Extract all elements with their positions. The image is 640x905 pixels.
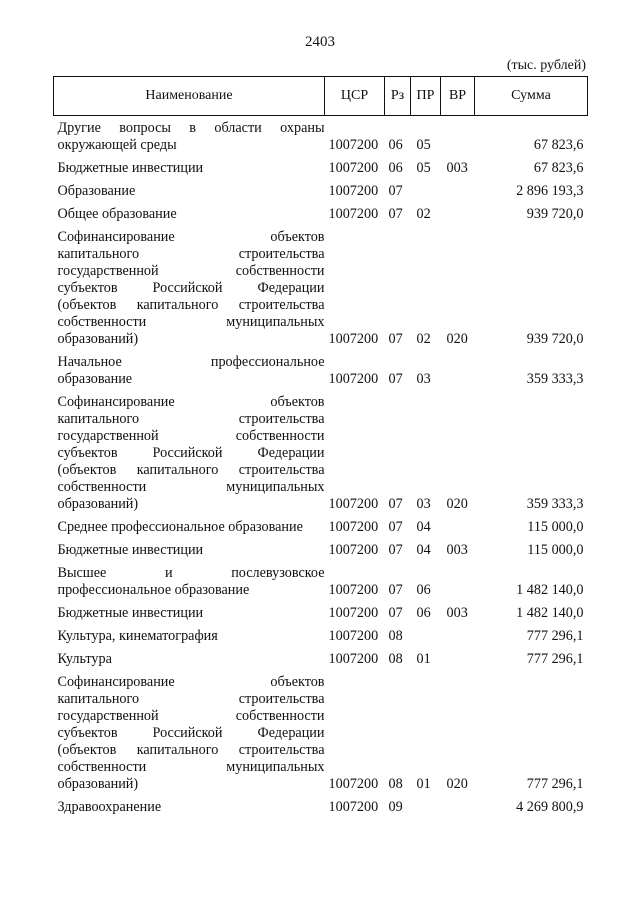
row-vr bbox=[441, 793, 475, 816]
row-csr: 1007200 bbox=[328, 519, 379, 535]
row-name-line: Софинансирование объектов bbox=[57, 229, 325, 245]
row-pr: 02 bbox=[416, 331, 431, 347]
row-sum: 939 720,0 bbox=[526, 206, 584, 222]
row-name-line: Здравоохранение bbox=[57, 799, 162, 815]
header-sum: Сумма bbox=[475, 77, 588, 116]
row-name-line: Начальное профессиональное bbox=[57, 354, 325, 370]
row-vr: 003 bbox=[446, 605, 468, 621]
table-row bbox=[54, 668, 588, 793]
row-csr: 1007200 bbox=[328, 651, 379, 667]
row-pr: 06 bbox=[416, 605, 431, 621]
row-name-line: Бюджетные инвестиции bbox=[57, 160, 204, 176]
row-name-line: субъектов Российской Федерации bbox=[57, 280, 325, 296]
row-sum: 777 296,1 bbox=[526, 776, 584, 792]
row-pr: 02 bbox=[416, 206, 431, 222]
row-csr: 1007200 bbox=[328, 496, 379, 512]
table-row bbox=[54, 388, 588, 513]
row-name-line: образований) bbox=[57, 776, 139, 792]
row-vr: 003 bbox=[446, 542, 468, 558]
row-csr: 1007200 bbox=[328, 628, 379, 644]
row-name-line: капитального строительства bbox=[57, 691, 325, 707]
row-vr: 020 bbox=[446, 776, 468, 792]
row-pr: 03 bbox=[416, 496, 431, 512]
row-name-line: Бюджетные инвестиции bbox=[57, 542, 204, 558]
row-sum: 4 269 800,9 bbox=[516, 799, 584, 815]
row-name-line: капитального строительства bbox=[57, 411, 325, 427]
row-name-line: образований) bbox=[57, 331, 139, 347]
row-rz: 07 bbox=[388, 331, 403, 347]
row-rz: 06 bbox=[388, 137, 403, 153]
table-row bbox=[54, 116, 588, 155]
row-pr: 01 bbox=[416, 651, 431, 667]
row-csr: 1007200 bbox=[328, 542, 379, 558]
row-name bbox=[54, 116, 325, 155]
row-csr: 1007200 bbox=[328, 206, 379, 222]
row-csr: 1007200 bbox=[328, 137, 379, 153]
row-pr: 04 bbox=[416, 519, 431, 535]
row-name-line: Культура bbox=[57, 651, 112, 667]
row-sum: 1 482 140,0 bbox=[516, 582, 584, 598]
row-rz: 09 bbox=[388, 799, 403, 815]
row-name-line: субъектов Российской Федерации bbox=[57, 725, 325, 741]
header-name: Наименование bbox=[54, 77, 325, 116]
row-name-line: собственности муниципальных bbox=[57, 314, 325, 330]
header-rz: Рз bbox=[385, 77, 411, 116]
row-name-line: государственной собственности bbox=[57, 428, 325, 444]
row-name-line: Образование bbox=[57, 183, 136, 199]
row-rz: 07 bbox=[388, 542, 403, 558]
row-pr: 03 bbox=[416, 371, 431, 387]
table-row bbox=[54, 793, 588, 816]
row-csr: 1007200 bbox=[328, 776, 379, 792]
row-name-line: Культура, кинематография bbox=[57, 628, 218, 644]
row-rz: 07 bbox=[388, 206, 403, 222]
table-row bbox=[54, 645, 588, 668]
row-name-line: Софинансирование объектов bbox=[57, 674, 325, 690]
table-body bbox=[54, 116, 588, 817]
row-name-line: субъектов Российской Федерации bbox=[57, 445, 325, 461]
row-name bbox=[54, 348, 325, 388]
row-sum: 359 333,3 bbox=[526, 496, 584, 512]
row-rz: 07 bbox=[388, 183, 403, 199]
row-name-line: Среднее профессиональное образование bbox=[57, 519, 303, 535]
row-name-line: собственности муниципальных bbox=[57, 759, 325, 775]
row-vr bbox=[441, 559, 475, 599]
row-sum: 1 482 140,0 bbox=[516, 605, 584, 621]
table-row bbox=[54, 513, 588, 536]
row-sum: 2 896 193,3 bbox=[516, 183, 584, 199]
row-name bbox=[54, 388, 325, 513]
row-name-line: Бюджетные инвестиции bbox=[57, 605, 204, 621]
row-pr: 06 bbox=[416, 582, 431, 598]
row-pr bbox=[411, 622, 441, 645]
table-header bbox=[54, 77, 588, 116]
row-sum: 777 296,1 bbox=[526, 651, 584, 667]
row-name-line: профессиональное образование bbox=[57, 582, 250, 598]
row-name-line: Софинансирование объектов bbox=[57, 394, 325, 410]
row-vr bbox=[441, 645, 475, 668]
table-row bbox=[54, 622, 588, 645]
row-vr bbox=[441, 622, 475, 645]
row-sum: 359 333,3 bbox=[526, 371, 584, 387]
row-vr bbox=[441, 348, 475, 388]
row-rz: 06 bbox=[388, 160, 403, 176]
row-pr: 05 bbox=[416, 137, 431, 153]
row-rz: 08 bbox=[388, 776, 403, 792]
row-sum: 67 823,6 bbox=[533, 137, 584, 153]
row-name bbox=[54, 559, 325, 599]
row-csr: 1007200 bbox=[328, 605, 379, 621]
row-csr: 1007200 bbox=[328, 799, 379, 815]
row-name-line: Другие вопросы в области охраны bbox=[57, 120, 325, 136]
row-name-line: образование bbox=[57, 371, 133, 387]
row-sum: 115 000,0 bbox=[527, 542, 584, 558]
row-csr: 1007200 bbox=[328, 183, 379, 199]
row-name-line: собственности муниципальных bbox=[57, 479, 325, 495]
row-pr: 01 bbox=[416, 776, 431, 792]
row-rz: 07 bbox=[388, 519, 403, 535]
row-name bbox=[54, 154, 325, 177]
row-name-line: государственной собственности bbox=[57, 708, 325, 724]
row-name-line: (объектов капитального строительства bbox=[57, 462, 325, 478]
row-name-line: капитального строительства bbox=[57, 246, 325, 262]
row-name-line: Общее образование bbox=[57, 206, 177, 222]
row-sum: 777 296,1 bbox=[526, 628, 584, 644]
page-number: 2403 bbox=[305, 34, 335, 50]
row-name bbox=[54, 622, 325, 645]
table-row bbox=[54, 154, 588, 177]
row-pr: 05 bbox=[416, 160, 431, 176]
row-name-line: окружающей среды bbox=[57, 137, 177, 153]
row-vr bbox=[441, 177, 475, 200]
row-sum: 939 720,0 bbox=[526, 331, 584, 347]
table-row bbox=[54, 177, 588, 200]
row-name bbox=[54, 223, 325, 348]
row-name-line: (объектов капитального строительства bbox=[57, 297, 325, 313]
row-pr: 04 bbox=[416, 542, 431, 558]
row-name-line: (объектов капитального строительства bbox=[57, 742, 325, 758]
row-vr bbox=[441, 116, 475, 155]
row-vr: 003 bbox=[446, 160, 468, 176]
header-vr: ВР bbox=[441, 77, 475, 116]
table-row bbox=[54, 348, 588, 388]
row-pr bbox=[411, 177, 441, 200]
row-name-line: образований) bbox=[57, 496, 139, 512]
row-vr bbox=[441, 200, 475, 223]
row-name bbox=[54, 793, 325, 816]
row-rz: 07 bbox=[388, 496, 403, 512]
row-sum: 115 000,0 bbox=[527, 519, 584, 535]
row-name bbox=[54, 513, 325, 536]
header-csr: ЦСР bbox=[325, 77, 385, 116]
units-note: (тыс. рублей) bbox=[506, 58, 586, 73]
row-rz: 08 bbox=[388, 651, 403, 667]
row-csr: 1007200 bbox=[328, 160, 379, 176]
row-pr bbox=[411, 793, 441, 816]
row-vr bbox=[441, 513, 475, 536]
row-name-line: Высшее и послевузовское bbox=[57, 565, 325, 581]
row-name bbox=[54, 200, 325, 223]
row-csr: 1007200 bbox=[328, 371, 379, 387]
row-name bbox=[54, 536, 325, 559]
row-rz: 07 bbox=[388, 605, 403, 621]
row-name bbox=[54, 177, 325, 200]
table-row bbox=[54, 559, 588, 599]
row-csr: 1007200 bbox=[328, 582, 379, 598]
budget-table bbox=[53, 76, 588, 816]
table-row bbox=[54, 536, 588, 559]
row-rz: 08 bbox=[388, 628, 403, 644]
table-row bbox=[54, 599, 588, 622]
row-csr: 1007200 bbox=[328, 331, 379, 347]
row-name bbox=[54, 645, 325, 668]
row-rz: 07 bbox=[388, 371, 403, 387]
header-pr: ПР bbox=[411, 77, 441, 116]
table-row bbox=[54, 200, 588, 223]
row-name-line: государственной собственности bbox=[57, 263, 325, 279]
row-name bbox=[54, 668, 325, 793]
row-vr: 020 bbox=[446, 331, 468, 347]
row-name bbox=[54, 599, 325, 622]
table-row bbox=[54, 223, 588, 348]
row-sum: 67 823,6 bbox=[533, 160, 584, 176]
row-vr: 020 bbox=[446, 496, 468, 512]
row-rz: 07 bbox=[388, 582, 403, 598]
